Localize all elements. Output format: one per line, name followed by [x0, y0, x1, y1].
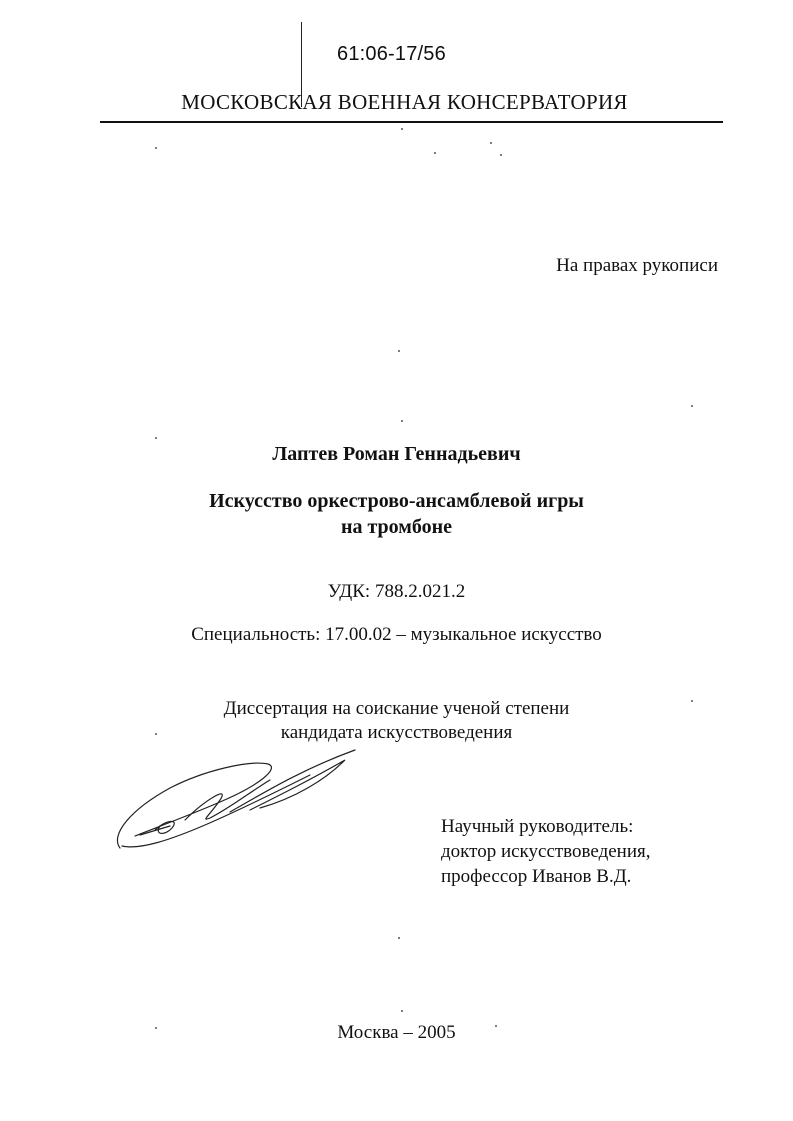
scan-speck	[691, 405, 693, 407]
scan-speck	[401, 420, 403, 422]
header-rule	[100, 121, 723, 123]
scan-speck	[155, 147, 157, 149]
archive-code: 61:06-17/56	[337, 43, 446, 65]
scan-speck	[495, 1025, 497, 1027]
scan-speck	[490, 142, 492, 144]
rights-note: На правах рукописи	[556, 255, 718, 276]
supervisor-name: профессор Иванов В.Д.	[441, 866, 632, 887]
scan-speck	[155, 733, 157, 735]
title-line-2: на тромбоне	[340, 516, 453, 538]
udk-code: УДК: 788.2.021.2	[327, 581, 466, 602]
supervisor-block	[441, 814, 651, 889]
scan-speck	[434, 152, 436, 154]
scan-speck	[398, 350, 400, 352]
handwritten-signature	[110, 740, 370, 860]
scan-speck	[155, 1027, 157, 1029]
scan-speck	[398, 937, 400, 939]
specialty: Специальность: 17.00.02 – музыкальное искусство	[191, 624, 602, 645]
institution-name: МОСКОВСКАЯ ВОЕННАЯ КОНСЕРВАТОРИЯ	[181, 90, 628, 114]
degree-line-1: Диссертация на соискание ученой степени	[223, 698, 570, 719]
scan-speck	[401, 1010, 403, 1012]
author-name: Лаптев Роман Геннадьевич	[272, 443, 521, 465]
city-year: Москва – 2005	[337, 1022, 456, 1043]
scan-speck	[691, 700, 693, 702]
title-line-1: Искусство оркестрово-ансамблевой игры	[209, 490, 584, 512]
supervisor-degree: доктор искусствоведения,	[441, 841, 651, 862]
degree-statement	[0, 697, 793, 745]
degree-line-2: кандидата искусствоведения	[280, 722, 513, 743]
scan-speck	[155, 437, 157, 439]
supervisor-label: Научный руководитель:	[441, 816, 634, 837]
scan-speck	[401, 128, 403, 130]
scan-speck	[500, 154, 502, 156]
dissertation-title	[0, 488, 793, 540]
